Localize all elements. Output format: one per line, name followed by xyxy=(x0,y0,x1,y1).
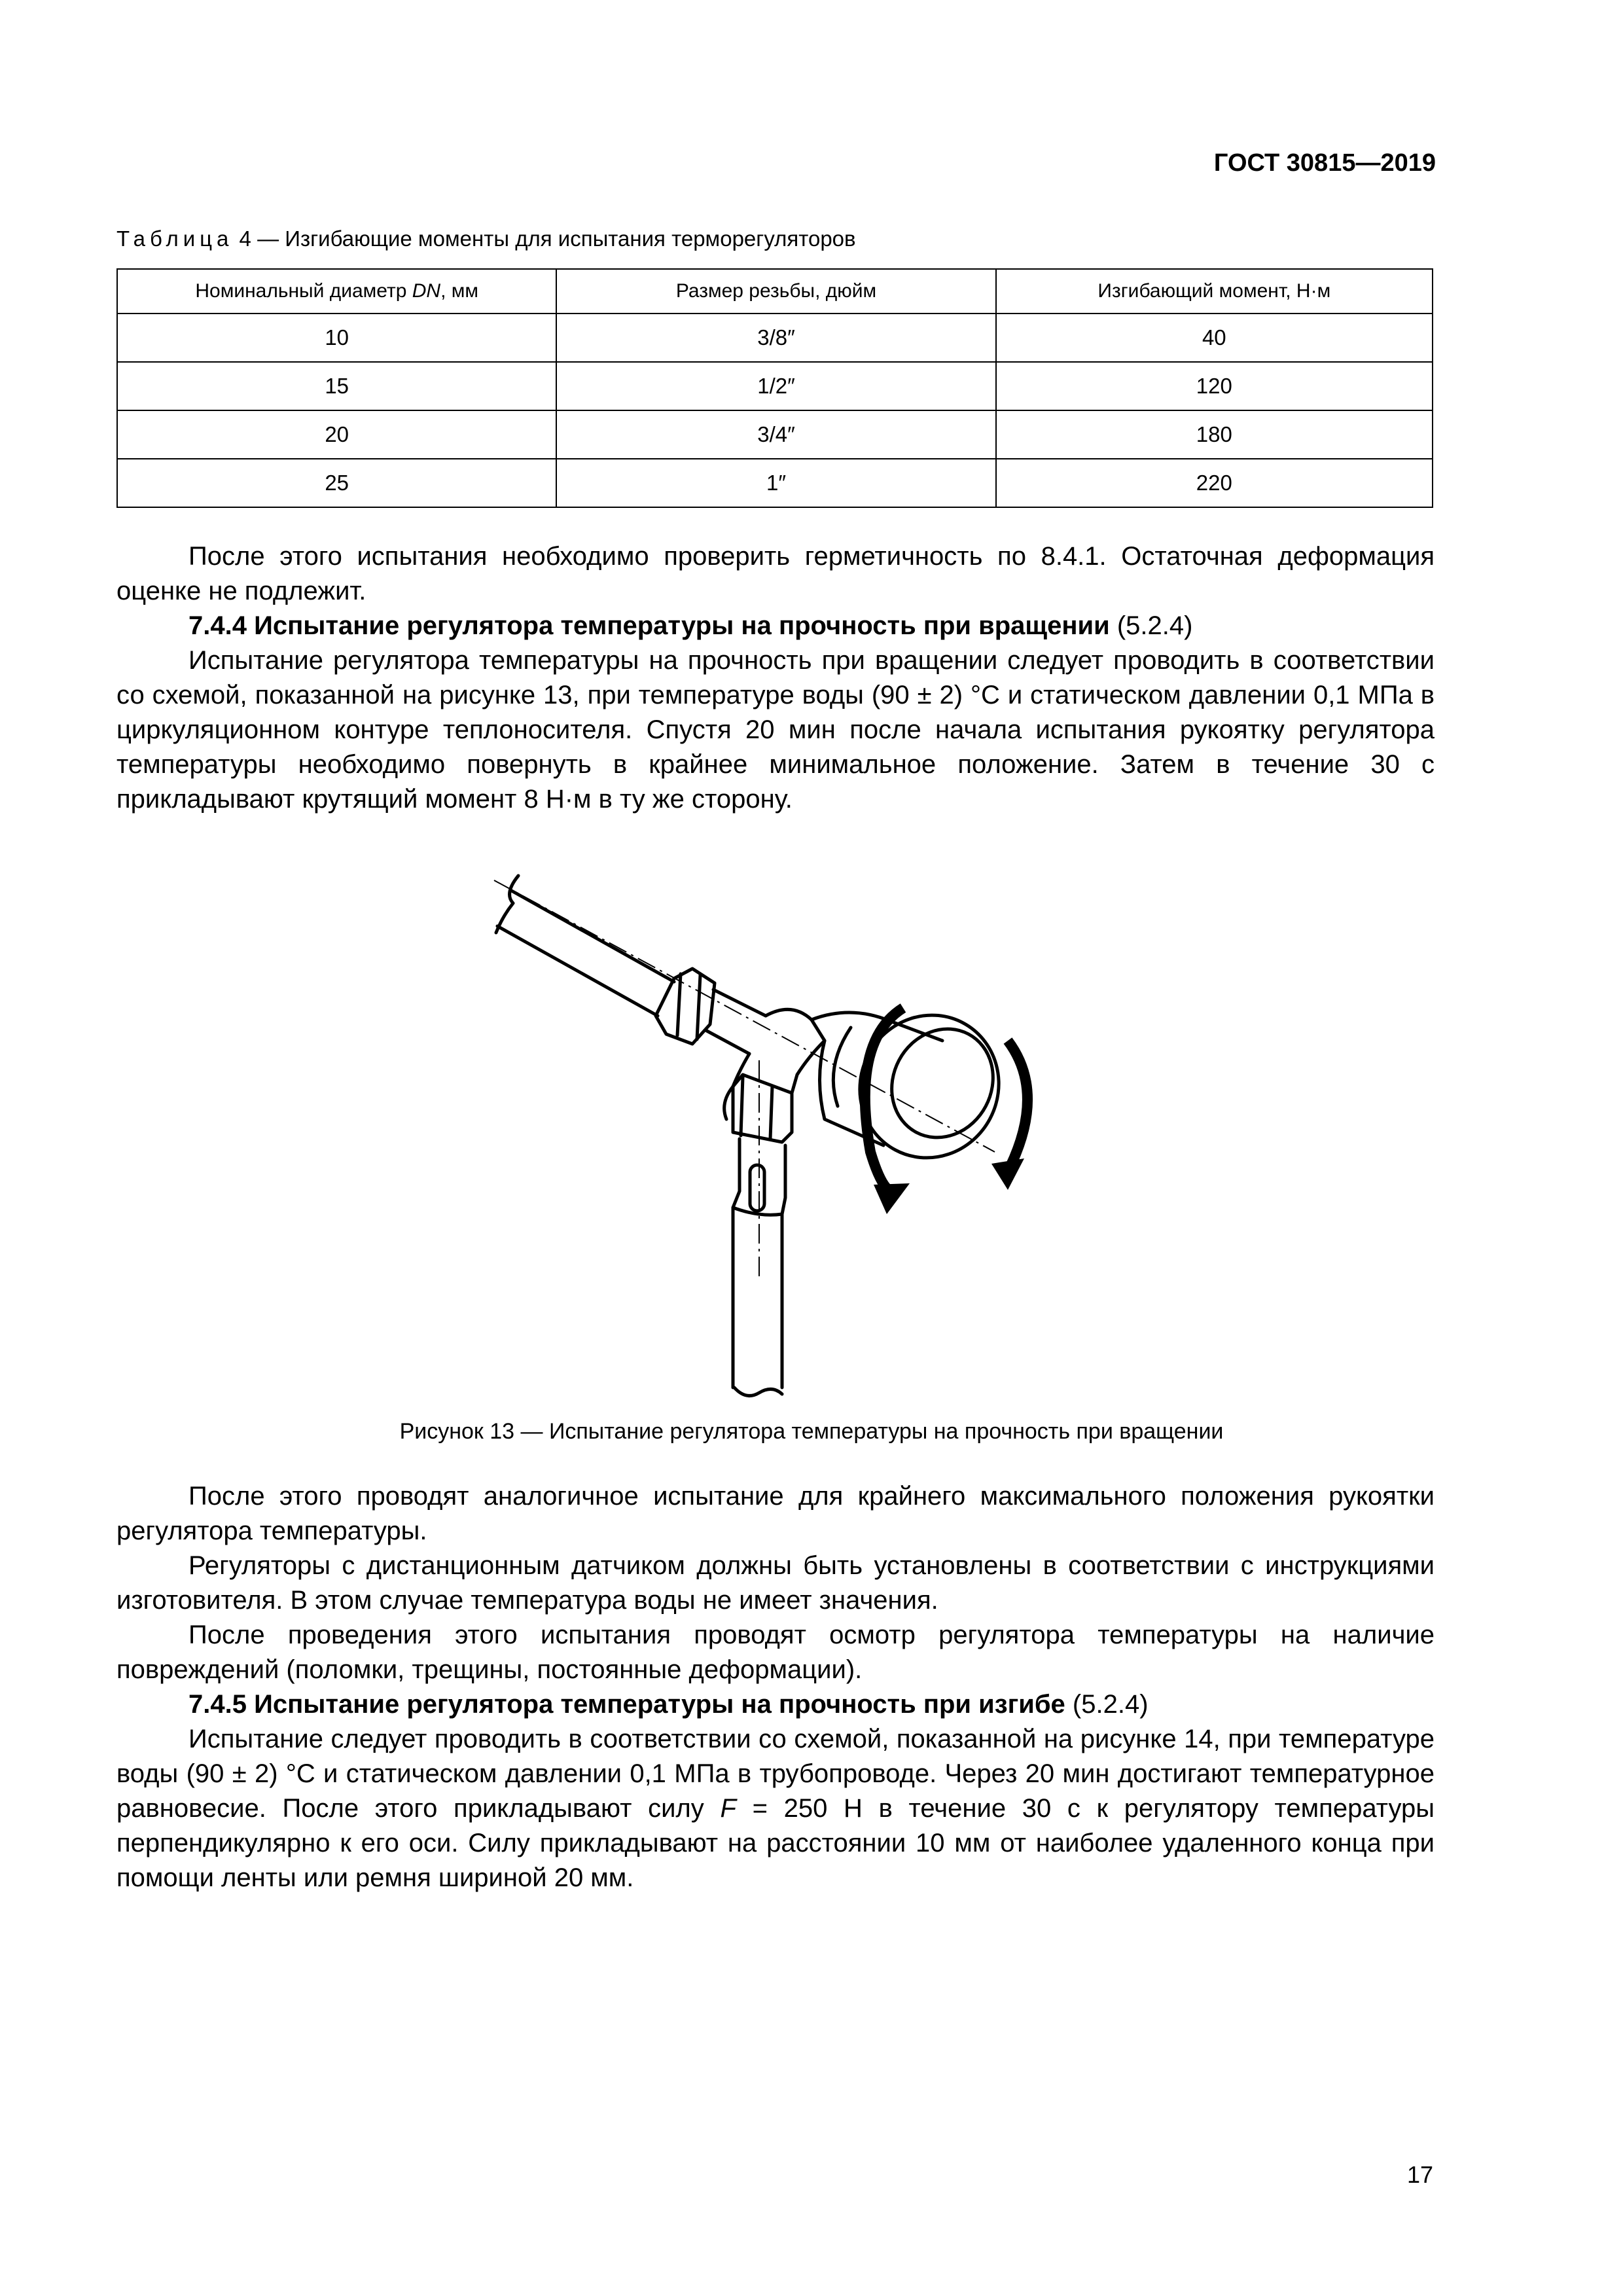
paragraph-bending-test: Испытание следует проводить в соответствии со схемой, показанной на рисунке 14, при температуре воды (90 ± 2) °С и статическом давлении 0,1 МПа в трубопроводе. Через 20 мин достигают температурное равновесие. После этого прикладывают силу F = 250 Н в течение 30 с к регулятору температуры перпендикулярно к его оси. Силу прикладывают на расстоянии 10 мм от наиболее удаленного конца при помощи ленты или ремня шириной 20 мм. xyxy=(116,1725,1435,1892)
pipe-break-line xyxy=(496,876,518,933)
paragraph-inspection: После проведения этого испытания проводят осмотр регулятора температуры на наличие повреждений (поломки, трещины, постоянные деформации). xyxy=(116,1621,1435,1684)
cell-thread: 3/8″ xyxy=(556,314,995,362)
section-ref: (5.2.4) xyxy=(1109,611,1193,640)
tee-body xyxy=(766,1009,825,1093)
table-row xyxy=(117,362,1433,410)
text-block-upper xyxy=(116,539,1435,817)
paragraph-remote-sensor: Регуляторы с дистанционным датчиком должны быть установлены в соответствии с инструкциями изготовителя. В этом случае температура воды не имеет значения. xyxy=(116,1551,1435,1615)
table-header-row xyxy=(117,269,1433,314)
cell-moment: 120 xyxy=(996,362,1433,410)
sight-slot xyxy=(750,1165,764,1211)
cell-thread: 1/2″ xyxy=(556,362,995,410)
cell-dn: 15 xyxy=(117,362,556,410)
table-caption-label: Таблица xyxy=(116,226,234,251)
vertical-pipe-right xyxy=(782,1145,785,1388)
cell-dn: 10 xyxy=(117,314,556,362)
vertical-pipe-left xyxy=(733,1139,740,1388)
arrow-head-left xyxy=(874,1183,910,1214)
paragraph-max-position: После этого проводят аналогичное испытание для крайнего максимального положения рукоятки регулятора температуры. xyxy=(116,1482,1435,1545)
table-row xyxy=(117,459,1433,507)
union-nut xyxy=(656,969,715,1044)
section-ref: (5.2.4) xyxy=(1065,1690,1149,1719)
table-caption xyxy=(116,226,856,251)
header-nominal-diameter: Номинальный диаметр DN, мм xyxy=(117,269,556,314)
header-bending-moment: Изгибающий момент, Н·м xyxy=(996,269,1433,314)
cell-moment: 220 xyxy=(996,459,1433,507)
rotation-arrow-right xyxy=(1008,1041,1027,1172)
cell-thread: 3/4″ xyxy=(556,410,995,459)
pipe-lower-edge xyxy=(497,926,658,1016)
paragraph-after-test: После этого испытания необходимо проверить герметичность по 8.4.1. Остаточная деформация оценке не подлежит. xyxy=(116,542,1435,605)
cell-dn: 25 xyxy=(117,459,556,507)
arrow-head-right xyxy=(991,1158,1024,1190)
cell-dn: 20 xyxy=(117,410,556,459)
section-7-4-4-heading xyxy=(116,609,1435,643)
section-7-4-5-heading xyxy=(116,1687,1435,1722)
pipe-upper-edge xyxy=(510,890,674,982)
standard-number: ГОСТ 30815—2019 xyxy=(1213,149,1436,177)
table-row xyxy=(117,410,1433,459)
section-title: 7.4.4 Испытание регулятора температуры на прочность при вращении xyxy=(188,611,1110,640)
pipe-bottom-break xyxy=(734,1388,782,1396)
cell-moment: 180 xyxy=(996,410,1433,459)
section-title: 7.4.5 Испытание регулятора температуры на прочность при изгибе xyxy=(188,1690,1065,1719)
header-thread-size: Размер резьбы, дюйм xyxy=(556,269,995,314)
figure-13-diagram xyxy=(484,844,1099,1407)
figure-caption: Рисунок 13 — Испытание регулятора температуры на прочность при вращении xyxy=(399,1419,1224,1444)
cell-moment: 40 xyxy=(996,314,1433,362)
table-caption-text: 4 — Изгибающие моменты для испытания терморегуляторов xyxy=(233,226,856,251)
bending-moments-table xyxy=(116,268,1433,508)
cell-thread: 1″ xyxy=(556,459,995,507)
page-number: 17 xyxy=(1406,2161,1433,2188)
paragraph-rotation-test: Испытание регулятора температуры на прочность при вращении следует проводить в соответствии со схемой, показанной на рисунке 13, при температуре воды (90 ± 2) °С и статическом давлении 0,1 МПа в циркуляционном контуре теплоносителя. Спустя 20 мин после начала испытания рукоятку регулятора температуры необходимо повернуть в крайнее минимальное положение. Затем в течение 30 с прикладывают крутящий момент 8 Н·м в ту же сторону. xyxy=(116,646,1435,814)
force-symbol: F xyxy=(720,1794,736,1823)
text-block-lower xyxy=(116,1479,1435,1895)
table-row xyxy=(117,314,1433,362)
